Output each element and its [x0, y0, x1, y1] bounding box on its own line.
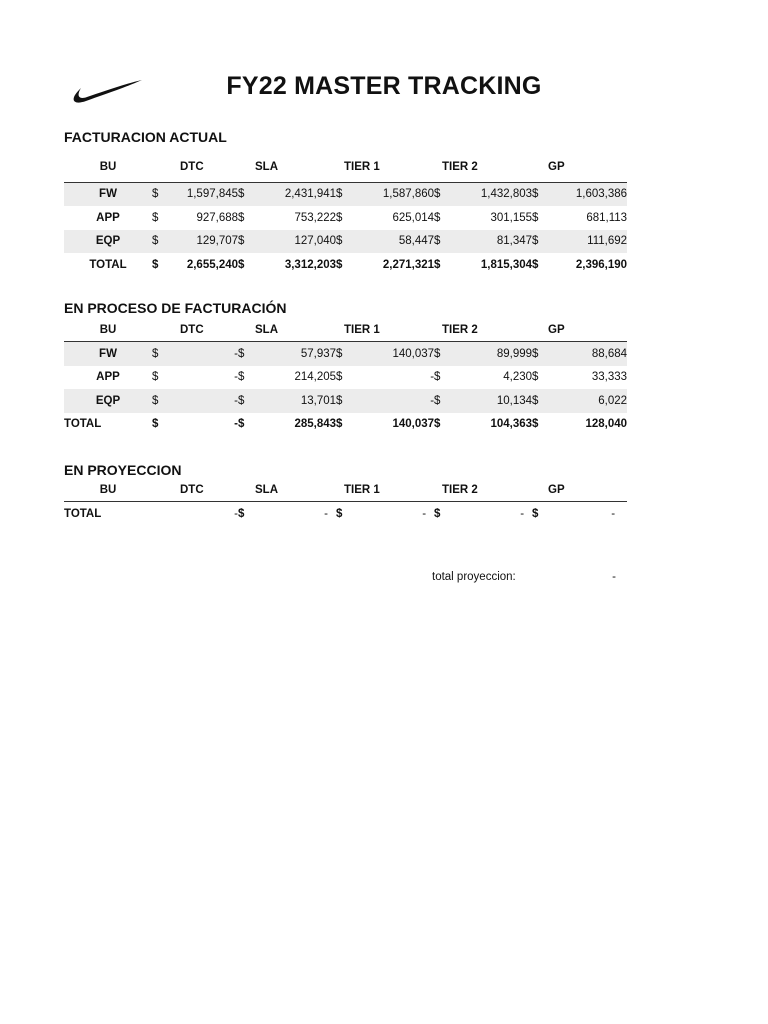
tier1-value: - [422, 507, 427, 520]
total-row [64, 253, 627, 277]
tier2-value: 1,815,304 [480, 258, 533, 271]
currency-sign: $ [238, 371, 245, 384]
currency-sign: $ [532, 182, 552, 206]
col-header-tier1: TIER 1 [336, 152, 434, 182]
currency-sign: $ [336, 507, 343, 520]
dtc-value: - [172, 389, 238, 413]
dtc-value: - [172, 342, 238, 366]
table-row [64, 182, 627, 206]
sla-value: 3,312,203 [284, 258, 337, 271]
currency-sign: $ [238, 342, 258, 366]
gp-value: 681,113 [586, 211, 628, 224]
tier1-value: 625,014 [392, 211, 435, 224]
col-header-sla: SLA [238, 479, 336, 502]
tier2-value: - [520, 507, 525, 520]
tier2-value: 104,363 [490, 418, 533, 431]
sla-value: 57,937 [258, 342, 336, 366]
currency-sign: $ [434, 389, 454, 413]
currency-sign: $ [532, 507, 539, 520]
gp-value: 88,684 [552, 342, 627, 366]
table-row [64, 366, 627, 390]
sla-value: 13,701 [258, 389, 336, 413]
currency-sign: $ [238, 258, 245, 271]
bu-cell: EQP [64, 389, 152, 413]
dtc-value: 1,597,845 [172, 182, 238, 206]
dtc-value: - [234, 507, 239, 520]
tier2-value: 89,999 [454, 342, 532, 366]
col-header-dtc: DTC [152, 479, 238, 502]
currency-sign: $ [336, 230, 356, 254]
currency-sign: $ [434, 211, 441, 224]
sla-value: 2,431,941 [258, 182, 336, 206]
dtc-value: 2,655,240 [186, 258, 239, 271]
col-header-tier1: TIER 1 [336, 319, 434, 342]
col-header-gp: GP [532, 479, 627, 502]
total-row [64, 502, 627, 526]
currency-sign: $ [238, 507, 245, 520]
tier1-value: - [356, 389, 434, 413]
currency-sign: $ [152, 211, 159, 224]
gp-value: 128,040 [585, 418, 628, 431]
table-en-proceso [64, 319, 627, 436]
gp-value: 33,333 [591, 371, 628, 384]
col-header-gp: GP [532, 319, 627, 342]
bu-cell: EQP [64, 230, 152, 254]
sla-value: 127,040 [258, 230, 336, 254]
table-en-proyeccion [64, 479, 627, 526]
tier2-value: 10,134 [454, 389, 532, 413]
tier1-value: 140,037 [392, 418, 435, 431]
col-header-sla: SLA [238, 319, 336, 342]
currency-sign: $ [336, 418, 343, 431]
col-header-bu: BU [64, 319, 152, 342]
page-title: FY22 MASTER TRACKING [226, 72, 542, 100]
dtc-value: 927,688 [196, 211, 239, 224]
table-row [64, 389, 627, 413]
tier1-value: 1,587,860 [356, 182, 434, 206]
currency-sign [152, 502, 172, 526]
section-title-en-proyeccion: EN PROYECCION [64, 462, 182, 478]
currency-sign: $ [152, 389, 172, 413]
currency-sign: $ [434, 418, 441, 431]
currency-sign: $ [336, 211, 343, 224]
col-header-dtc: DTC [152, 319, 238, 342]
tier1-value: - [430, 371, 435, 384]
table-row [64, 342, 627, 366]
col-header-sla: SLA [238, 152, 336, 182]
col-header-bu: BU [64, 479, 152, 502]
currency-sign: $ [532, 258, 539, 271]
gp-value: 2,396,190 [575, 258, 628, 271]
currency-sign: $ [532, 371, 539, 384]
table-row [64, 206, 627, 230]
tier2-value: 4,230 [503, 371, 533, 384]
currency-sign: $ [238, 418, 245, 431]
currency-sign: $ [336, 258, 343, 271]
col-header-dtc: DTC [152, 152, 238, 182]
total-row [64, 413, 627, 437]
bu-cell: FW [64, 182, 152, 206]
tier2-value: 301,155 [490, 211, 533, 224]
currency-sign: $ [238, 389, 258, 413]
currency-sign: $ [336, 342, 356, 366]
col-header-gp: GP [532, 152, 627, 182]
currency-sign: $ [434, 258, 441, 271]
bu-cell: FW [64, 342, 152, 366]
gp-value: 6,022 [552, 389, 627, 413]
currency-sign: $ [532, 230, 552, 254]
currency-sign: $ [238, 230, 258, 254]
tier2-value: 81,347 [454, 230, 532, 254]
bu-cell: APP [96, 371, 120, 384]
table-row [64, 230, 627, 254]
currency-sign: $ [532, 389, 552, 413]
currency-sign: $ [152, 371, 159, 384]
dtc-value: - [234, 371, 239, 384]
bu-cell: TOTAL [64, 507, 102, 520]
dtc-value: - [234, 418, 239, 431]
currency-sign: $ [434, 182, 454, 206]
currency-sign: $ [434, 371, 441, 384]
gp-value: 111,692 [552, 230, 627, 254]
total-proyeccion-value: - [612, 571, 616, 583]
dtc-value: 129,707 [172, 230, 238, 254]
col-header-tier2: TIER 2 [434, 319, 532, 342]
currency-sign: $ [152, 418, 159, 431]
currency-sign: $ [336, 389, 356, 413]
currency-sign: $ [238, 182, 258, 206]
tier1-value: 140,037 [356, 342, 434, 366]
currency-sign: $ [434, 342, 454, 366]
sla-value: 214,205 [294, 371, 337, 384]
currency-sign: $ [152, 258, 159, 271]
section-title-en-proceso: EN PROCESO DE FACTURACIÓN [64, 300, 287, 316]
tier1-value: 58,447 [356, 230, 434, 254]
gp-value: 1,603,386 [552, 182, 627, 206]
col-header-bu: BU [64, 152, 152, 182]
currency-sign: $ [434, 230, 454, 254]
tier2-value: 1,432,803 [454, 182, 532, 206]
currency-sign: $ [532, 418, 539, 431]
section-title-facturacion-actual: FACTURACION ACTUAL [64, 129, 227, 145]
bu-cell: TOTAL [89, 258, 127, 271]
currency-sign: $ [152, 342, 172, 366]
currency-sign: $ [532, 211, 539, 224]
sla-value: 753,222 [294, 211, 337, 224]
currency-sign: $ [238, 211, 245, 224]
currency-sign: $ [336, 371, 343, 384]
currency-sign: $ [152, 182, 172, 206]
total-proyeccion-label: total proyeccion: [432, 571, 516, 583]
currency-sign: $ [152, 230, 172, 254]
bu-cell: TOTAL [64, 418, 102, 431]
col-header-tier2: TIER 2 [434, 152, 532, 182]
currency-sign: $ [532, 342, 552, 366]
col-header-tier1: TIER 1 [336, 479, 434, 502]
bu-cell: APP [96, 211, 120, 224]
tier1-value: 2,271,321 [382, 258, 435, 271]
currency-sign: $ [336, 182, 356, 206]
currency-sign: $ [434, 507, 441, 520]
table-facturacion-actual [64, 152, 627, 277]
col-header-tier2: TIER 2 [434, 479, 532, 502]
gp-value: - [611, 507, 616, 520]
sla-value: - [324, 507, 329, 520]
sla-value: 285,843 [294, 418, 337, 431]
